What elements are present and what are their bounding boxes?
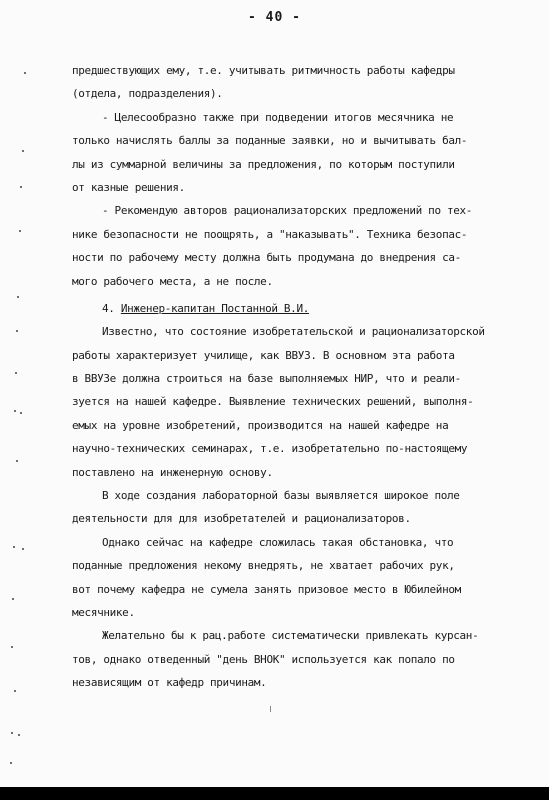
text-line: - Целесообразно также при подведении итогов месячника не — [102, 110, 454, 124]
text-line: деятельности для для изобретателей и рационализаторов. — [72, 512, 411, 526]
scan-speck — [12, 598, 14, 600]
scan-speck — [14, 690, 16, 692]
scan-speck — [20, 412, 22, 414]
scan-speck — [20, 186, 22, 188]
scan-speck — [24, 72, 26, 74]
text-line: - Рекомендую авторов рационализаторских предложений по тех- — [102, 204, 473, 218]
text-line: Известно, что состояние изобретательской и рационализаторской — [102, 325, 485, 339]
text-line: Однако сейчас на кафедре сложилась такая обстановка, что — [102, 535, 454, 549]
text-line: лы из суммарной величины за предложения, по которым поступили — [72, 157, 455, 171]
text-line: от казные решения. — [72, 180, 185, 194]
text-line: Желательно бы к рац.работе систематически привлекать курсан- — [102, 629, 479, 643]
scan-speck — [10, 762, 12, 764]
text-line: вот почему кафедра не сумела занять призовое место в Юбилейном — [72, 582, 461, 596]
text-line: поставлено на инженерную основу. — [72, 465, 273, 479]
text-line: в ВВУЗе должна строиться на базе выполняемых НИР, что и реали- — [72, 372, 461, 386]
text-line: ности по рабочему месту должна быть продумана до внедрения са- — [72, 251, 461, 265]
scan-speck — [270, 706, 271, 712]
scan-speck — [11, 732, 13, 734]
text-line: тов, однако отведенный "день ВНОК" используется как попало по — [72, 652, 455, 666]
document-body — [72, 59, 542, 695]
scan-border — [0, 787, 549, 800]
scan-speck — [14, 410, 16, 412]
text-line: предшествующих ему, т.е. учитывать ритмичность работы кафедры — [72, 64, 455, 77]
scan-speck — [17, 296, 19, 298]
text-line: емых на уровне изобретений, производится на нашей кафедре на — [72, 418, 449, 432]
section-heading — [72, 297, 542, 320]
text-line: мого рабочего места, а не после. — [72, 274, 273, 288]
scan-speck — [22, 150, 24, 152]
page-number: - 40 - — [248, 10, 301, 25]
text-line: нике безопасности не поощрять, а "наказывать". Техника безопас- — [72, 227, 468, 241]
text-line: только начислять баллы за поданные заявки, но и вычитывать бал- — [72, 134, 468, 148]
text-line: месячнике. — [72, 605, 135, 619]
scan-speck — [18, 734, 20, 736]
text-line: (отдела, подразделения). — [72, 87, 223, 101]
scan-speck — [15, 372, 17, 374]
scan-speck — [19, 230, 21, 232]
scan-speck — [16, 330, 18, 332]
scan-speck — [11, 646, 13, 648]
heading-number: 4. — [102, 301, 115, 315]
text-line: работы характеризует училище, как ВВУЗ. В основном эта работа — [72, 348, 455, 362]
text-line: поданные предложения некому внедрять, не хватает рабочих рук, — [72, 559, 455, 573]
scan-speck — [22, 548, 24, 550]
text-line: научно-технических семинарах, т.е. изобретательно по-настоящему — [72, 442, 468, 456]
text-line: независящим от кафедр причинам. — [72, 676, 267, 690]
heading-speaker-name: Инженер-капитан Постанной В.И. — [120, 301, 310, 315]
scan-speck — [16, 460, 18, 462]
text-line: зуется на нашей кафедре. Выявление технических решений, выполня- — [72, 395, 474, 409]
text-line: В ходе создания лабораторной базы выявляется широкое поле — [102, 489, 460, 503]
scan-speck — [13, 546, 15, 548]
